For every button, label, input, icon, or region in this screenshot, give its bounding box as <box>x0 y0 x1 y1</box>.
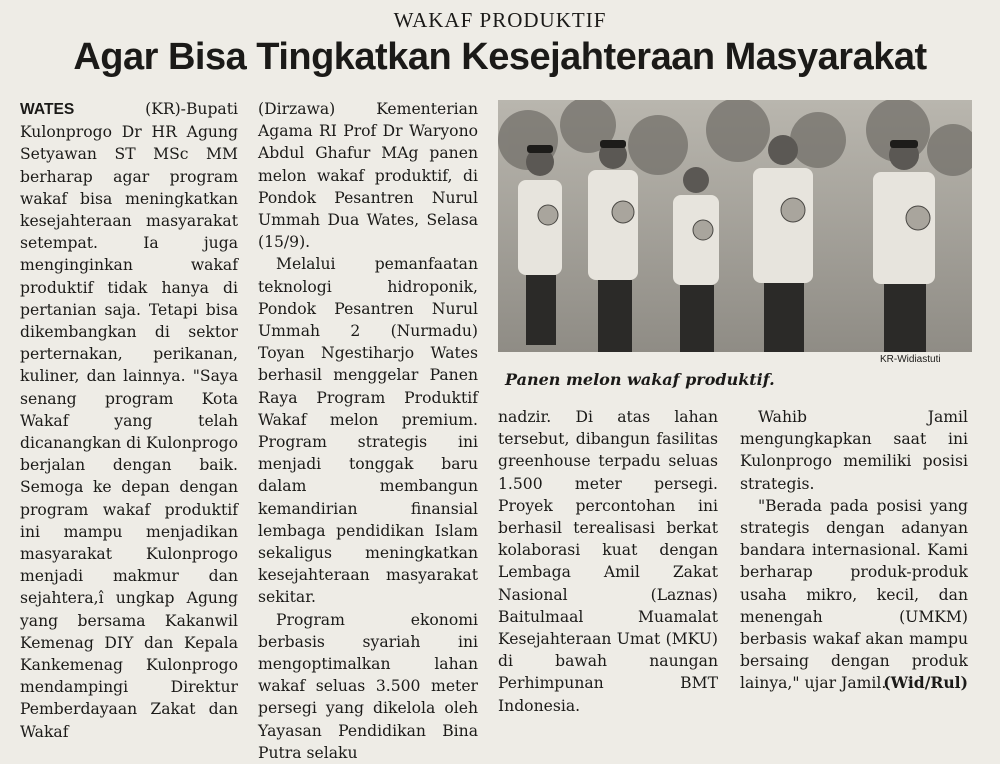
paragraph <box>20 98 238 743</box>
paragraph: Melalui pemanfaatan teknologi hidroponik, Pondok Pesantren Nurul Ummah 2 (Nurmadu) Toyan Ngestiharjo Wates berhasil menggelar Panen Raya Program Produktif Wakaf melon premium. Program strategis ini menjadi tonggak baru dalam membangun kemandirian finansial lembaga pendidikan Islam sekaligus meningkatkan kesejahteraan masyarakat sekitar. <box>258 255 478 607</box>
kicker: WAKAF PRODUKTIF <box>393 8 607 32</box>
dateline: WATES <box>20 101 75 118</box>
article-photo <box>498 100 972 352</box>
paragraph: (Dirzawa) Kementerian Agama RI Prof Dr Waryono Abdul Ghafur MAg panen melon wakaf produktif, di Pondok Pesantren Nurul Ummah Dua Wates, Selasa (15/9). <box>258 100 478 252</box>
paragraph-text: (KR)-Bupati Kulonprogo Dr HR Agung Setyawan ST MSc MM berharap agar program wakaf bisa meningkatkan kesejahteraan masyarakat setempat. Ia juga menginginkan wakaf produktif tidak hanya di pertanian saja. Tetapi bisa dikembangkan di sektor perternakan, perikanan, kuliner, dan lainnya. "Saya senang program Kota Wakaf yang telah dicanangkan di Kulonprogo berjalan dengan baik. Semoga ke depan dengan program wakaf produktif ini mampu menjadikan masyarakat Kulonprogo menjadi makmur dan sejahtera,î ungkap Agung yang bersama Kakanwil Kemenag DIY dan Kepala Kankemenag Kulonprogo mendampingi Direktur Pemberdayaan Zakat dan Wakaf <box>20 100 239 741</box>
article-column-4 <box>740 406 968 695</box>
paragraph: Program ekonomi berbasis syariah ini mengoptimalkan lahan wakaf seluas 3.500 meter persegi yang dikelola oleh Yayasan Pendidikan Bina Putra selaku <box>258 610 478 762</box>
article-column-2 <box>258 98 478 764</box>
photo-credit: KR-Widiastuti <box>880 354 941 365</box>
photo-illustration <box>498 100 972 352</box>
photo-caption: Panen melon wakaf produktif. <box>505 370 775 389</box>
paragraph: "Berada pada posisi yang strategis dengan adanyan bandara internasional. Kami berharap produk-produk usaha mikro, kecil, dan menengah (UMKM) berbasis wakaf akan mampu bersaing dengan produk lainya," ujar Jamil. <box>740 496 968 693</box>
article-column-3 <box>498 406 718 717</box>
author-signoff: (Wid/Rul) <box>883 673 968 692</box>
paragraph: Wahib Jamil mengungkapkan saat ini Kulonprogo memiliki posisi strategis. <box>740 408 968 493</box>
article-column-1 <box>20 98 238 743</box>
headline: Agar Bisa Tingkatkan Kesejahteraan Masyarakat <box>73 36 927 78</box>
paragraph: nadzir. Di atas lahan tersebut, dibangun fasilitas greenhouse terpadu seluas 1.500 meter persegi. Proyek percontohan ini berhasil terealisasi berkat kolaborasi kuat dengan Lembaga Amil Zakat Nasional (Laznas) Baitulmaal Muamalat Kesejahteraan Umat (MKU) di bawah naungan Perhimpunan BMT Indonesia. <box>498 408 718 715</box>
